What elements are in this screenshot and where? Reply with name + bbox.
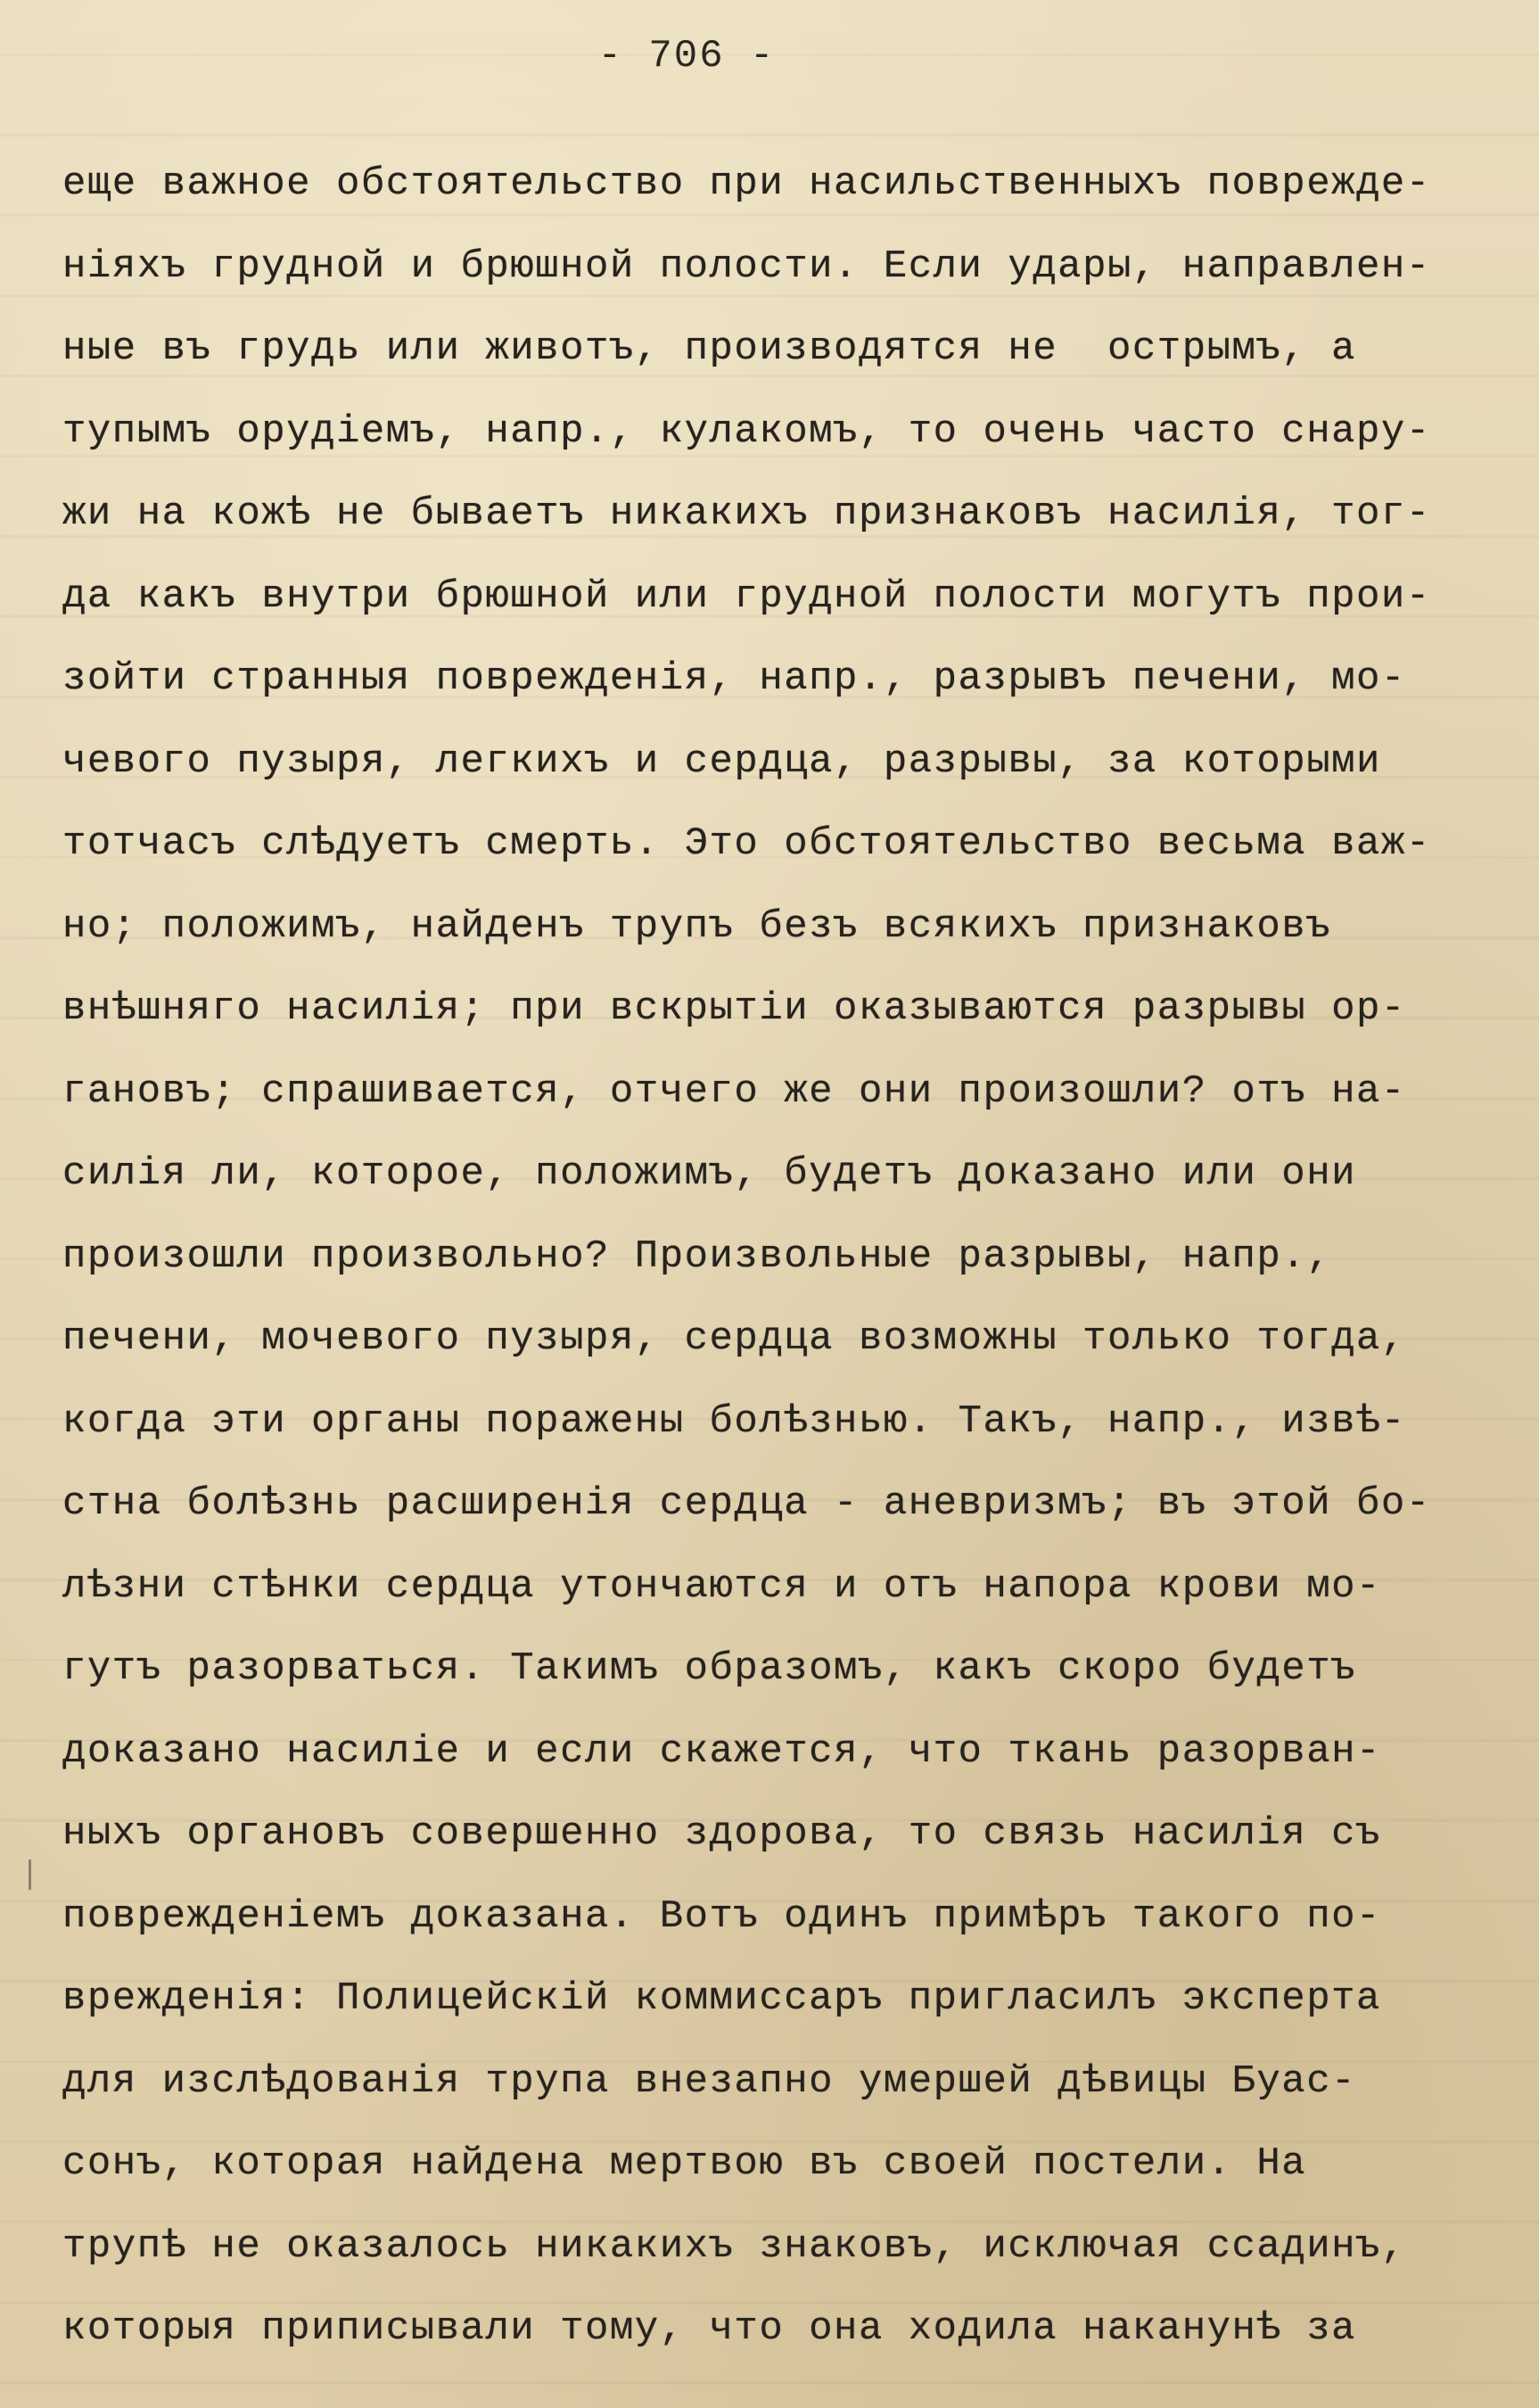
text-line: нiяхъ грудной и брюшной полости. Если удары, направлен- bbox=[62, 243, 1431, 289]
text-line: лѣзни стѣнки сердца утончаются и отъ напора крови мо- bbox=[62, 1563, 1381, 1609]
text-line: поврежденiемъ доказана. Вотъ одинъ примѣръ такого по- bbox=[62, 1893, 1381, 1939]
text-line: произошли произвольно? Произвольные разрывы, напр., bbox=[62, 1233, 1332, 1279]
body-text bbox=[62, 143, 1431, 2371]
text-line: трупѣ не оказалось никакихъ знаковъ, исключая ссадинъ, bbox=[62, 2223, 1406, 2269]
margin-mark bbox=[29, 1860, 31, 1890]
text-line: еще важное обстоятельство при насильственныхъ поврежде- bbox=[62, 161, 1431, 206]
text-line: тупымъ орудiемъ, напр., кулакомъ, то очень часто снару- bbox=[62, 408, 1431, 454]
text-line: стна болѣзнь расширенiя сердца - аневризмъ; въ этой бо- bbox=[62, 1481, 1431, 1526]
text-line: гановъ; спрашивается, отчего же они произошли? отъ на- bbox=[62, 1068, 1406, 1114]
text-line: зойти странныя поврежденiя, напр., разрывъ печени, мо- bbox=[62, 656, 1406, 701]
text-line: чевого пузыря, легкихъ и сердца, разрывы, за которыми bbox=[62, 738, 1381, 784]
text-line: да какъ внутри брюшной или грудной полости могутъ прои- bbox=[62, 573, 1431, 619]
text-line: сонъ, которая найдена мертвою въ своей постели. На bbox=[62, 2141, 1307, 2186]
text-line: жи на кожѣ не бываетъ никакихъ признаковъ насилiя, тог- bbox=[62, 491, 1431, 536]
text-line: ныхъ органовъ совершенно здорова, то связь насилiя съ bbox=[62, 1811, 1381, 1856]
text-line: когда эти органы поражены болѣзнью. Такъ, напр., извѣ- bbox=[62, 1398, 1406, 1444]
page-number: - 706 - bbox=[597, 34, 776, 78]
text-line: доказано насилiе и если скажется, что ткань разорван- bbox=[62, 1728, 1381, 1774]
text-line: гутъ разорваться. Такимъ образомъ, какъ скоро будетъ bbox=[62, 1646, 1357, 1691]
text-line: которыя приписывали тому, что она ходила наканунѣ за bbox=[62, 2306, 1357, 2351]
text-line: печени, мочевого пузыря, сердца возможны только тогда, bbox=[62, 1316, 1406, 1361]
text-line: силiя ли, которое, положимъ, будетъ доказано или они bbox=[62, 1151, 1357, 1196]
text-line: для изслѣдованiя трупа внезапно умершей дѣвицы Буас- bbox=[62, 2058, 1357, 2104]
text-line: внѣшняго насилiя; при вскрытiи оказываются разрывы ор- bbox=[62, 986, 1406, 1031]
text-line: тотчасъ слѣдуетъ смерть. Это обстоятельство весьма важ- bbox=[62, 821, 1431, 866]
text-line: врежденiя: Полицейскiй коммиссаръ пригласилъ эксперта bbox=[62, 1976, 1381, 2021]
text-line: ные въ грудь или животъ, производятся не острымъ, а bbox=[62, 326, 1357, 371]
text-line: но; положимъ, найденъ трупъ безъ всякихъ признаковъ bbox=[62, 903, 1332, 949]
